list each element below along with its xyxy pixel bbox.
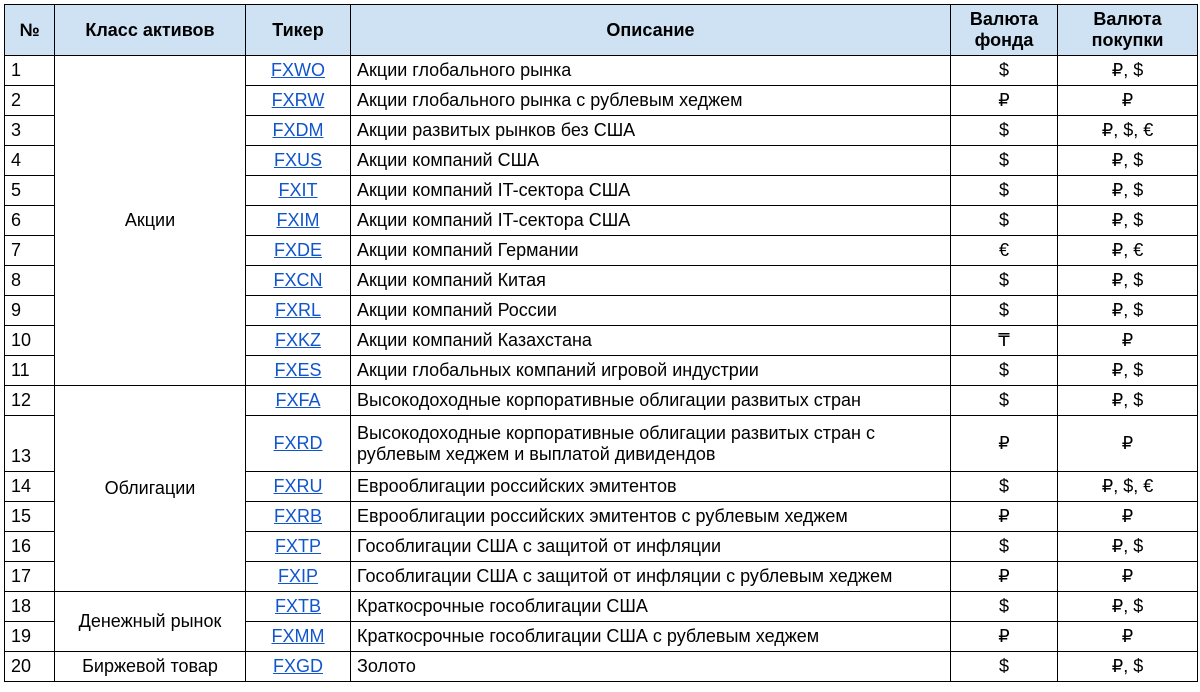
fund-currency-cell: ₽ [951,416,1058,472]
fund-currency-cell: $ [951,116,1058,146]
buy-currency-cell: ₽ [1058,416,1198,472]
description-cell: Акции глобальных компаний игровой индустрии [351,356,951,386]
ticker-link[interactable]: FXKZ [274,330,321,350]
fund-currency-cell: $ [951,386,1058,416]
buy-currency-cell: ₽, $ [1058,146,1198,176]
row-number: 12 [5,386,55,416]
ticker-link[interactable]: FXWO [271,60,325,80]
ticker-link[interactable]: FXDM [272,120,324,140]
buy-currency-cell: ₽, $ [1058,266,1198,296]
buy-currency-cell: ₽ [1058,622,1198,652]
row-number: 18 [5,592,55,622]
description-cell: Акции компаний IT-сектора США [351,206,951,236]
header-fund-currency-line2: фонда [974,30,1034,50]
buy-currency-cell: ₽, $ [1058,652,1198,682]
ticker-cell [246,386,351,416]
row-number: 7 [5,236,55,266]
ticker-cell [246,502,351,532]
ticker-cell [246,562,351,592]
ticker-link[interactable]: FXDE [273,240,322,260]
buy-currency-cell: ₽, $ [1058,592,1198,622]
ticker-link[interactable]: FXIP [277,566,318,586]
description-cell: Гособлигации США с защитой от инфляции [351,532,951,562]
ticker-link[interactable]: FXTP [274,536,321,556]
row-number: 14 [5,472,55,502]
description-cell: Акции компаний Казахстана [351,326,951,356]
header-fund-currency-line1: Валюта [969,9,1039,29]
ticker-link[interactable]: FXTB [274,596,321,616]
row-number: 9 [5,296,55,326]
description-cell: Высокодоходные корпоративные облигации развитых стран с рублевым хеджем и выплатой дивидендов [351,416,951,472]
ticker-link[interactable]: FXRD [273,433,323,453]
ticker-cell [246,622,351,652]
buy-currency-cell: ₽, $ [1058,296,1198,326]
description-cell: Краткосрочные гособлигации США с рублевым хеджем [351,622,951,652]
fund-currency-cell: $ [951,56,1058,86]
fund-currency-cell: $ [951,652,1058,682]
buy-currency-cell: ₽, $ [1058,386,1198,416]
description-cell: Акции компаний Китая [351,266,951,296]
description-cell: Акции компаний Германии [351,236,951,266]
ticker-cell [246,236,351,266]
fund-currency-cell: $ [951,592,1058,622]
asset-class-commodity: Биржевой товар [55,652,246,682]
description-cell: Еврооблигации российских эмитентов с рублевым хеджем [351,502,951,532]
fund-currency-cell: ₽ [951,86,1058,116]
fund-currency-cell: $ [951,472,1058,502]
buy-currency-cell: ₽, $ [1058,532,1198,562]
ticker-link[interactable]: FXMM [271,626,325,646]
buy-currency-cell: ₽ [1058,326,1198,356]
row-number: 1 [5,56,55,86]
row-number: 13 [5,416,55,472]
ticker-cell [246,296,351,326]
description-cell: Акции компаний России [351,296,951,326]
description-cell: Еврооблигации российских эмитентов [351,472,951,502]
header-buy-currency-line1: Валюта [1093,9,1162,29]
ticker-cell [246,146,351,176]
row-number: 3 [5,116,55,146]
description-cell: Золото [351,652,951,682]
header-buy-currency-line2: покупки [1091,30,1164,50]
row-number: 20 [5,652,55,682]
ticker-link[interactable]: FXRB [273,506,322,526]
ticker-cell [246,416,351,472]
table-row [5,386,1198,416]
description-cell: Краткосрочные гособлигации США [351,592,951,622]
header-num: № [5,5,55,56]
ticker-link[interactable]: FXES [274,360,322,380]
ticker-cell [246,592,351,622]
buy-currency-cell: ₽, € [1058,236,1198,266]
ticker-link[interactable]: FXFA [275,390,321,410]
ticker-cell [246,116,351,146]
description-cell: Акции компаний IT-сектора США [351,176,951,206]
buy-currency-cell: ₽, $, € [1058,472,1198,502]
row-number: 10 [5,326,55,356]
fund-currency-cell: ₽ [951,562,1058,592]
ticker-cell [246,206,351,236]
buy-currency-cell: ₽, $ [1058,56,1198,86]
funds-table [4,4,1198,682]
ticker-cell [246,326,351,356]
ticker-link[interactable]: FXRW [271,90,325,110]
description-cell: Акции компаний США [351,146,951,176]
header-asset-class: Класс активов [55,5,246,56]
row-number: 11 [5,356,55,386]
row-number: 2 [5,86,55,116]
ticker-link[interactable]: FXUS [273,150,322,170]
description-cell: Акции глобального рынка с рублевым хеджем [351,86,951,116]
ticker-cell [246,56,351,86]
fund-currency-cell: $ [951,532,1058,562]
asset-class-stocks: Акции [55,56,246,386]
buy-currency-cell: ₽ [1058,562,1198,592]
header-buy-currency [1058,5,1198,56]
header-row [5,5,1198,56]
fund-currency-cell: $ [951,266,1058,296]
fund-currency-cell: $ [951,296,1058,326]
ticker-link[interactable]: FXRL [274,300,321,320]
ticker-link[interactable]: FXCN [273,270,323,290]
asset-class-money-market: Денежный рынок [55,592,246,652]
ticker-cell [246,652,351,682]
buy-currency-cell: ₽, $ [1058,356,1198,386]
ticker-link[interactable]: FXIM [276,210,320,230]
row-number: 17 [5,562,55,592]
row-number: 8 [5,266,55,296]
table-row [5,56,1198,86]
funds-table-container [4,4,1198,682]
buy-currency-cell: ₽, $, € [1058,116,1198,146]
description-cell: Акции глобального рынка [351,56,951,86]
row-number: 6 [5,206,55,236]
fund-currency-cell: $ [951,356,1058,386]
ticker-cell [246,266,351,296]
row-number: 4 [5,146,55,176]
table-row [5,592,1198,622]
ticker-link[interactable]: FXRU [273,476,323,496]
description-cell: Гособлигации США с защитой от инфляции с рублевым хеджем [351,562,951,592]
buy-currency-cell: ₽ [1058,502,1198,532]
fund-currency-cell: ₸ [951,326,1058,356]
ticker-cell [246,532,351,562]
fund-currency-cell: € [951,236,1058,266]
description-cell: Акции развитых рынков без США [351,116,951,146]
header-fund-currency [951,5,1058,56]
ticker-cell [246,472,351,502]
fund-currency-cell: ₽ [951,622,1058,652]
row-number: 5 [5,176,55,206]
row-number: 15 [5,502,55,532]
ticker-link[interactable]: FXGD [272,656,323,676]
buy-currency-cell: ₽, $ [1058,206,1198,236]
row-number: 16 [5,532,55,562]
asset-class-bonds: Облигации [55,386,246,592]
fund-currency-cell: $ [951,206,1058,236]
header-ticker: Тикер [246,5,351,56]
fund-currency-cell: ₽ [951,502,1058,532]
fund-currency-cell: $ [951,146,1058,176]
description-cell: Высокодоходные корпоративные облигации развитых стран [351,386,951,416]
buy-currency-cell: ₽ [1058,86,1198,116]
table-row [5,652,1198,682]
header-description: Описание [351,5,951,56]
fund-currency-cell: $ [951,176,1058,206]
ticker-link[interactable]: FXIT [278,180,318,200]
ticker-cell [246,86,351,116]
row-number: 19 [5,622,55,652]
ticker-cell [246,176,351,206]
buy-currency-cell: ₽, $ [1058,176,1198,206]
ticker-cell [246,356,351,386]
